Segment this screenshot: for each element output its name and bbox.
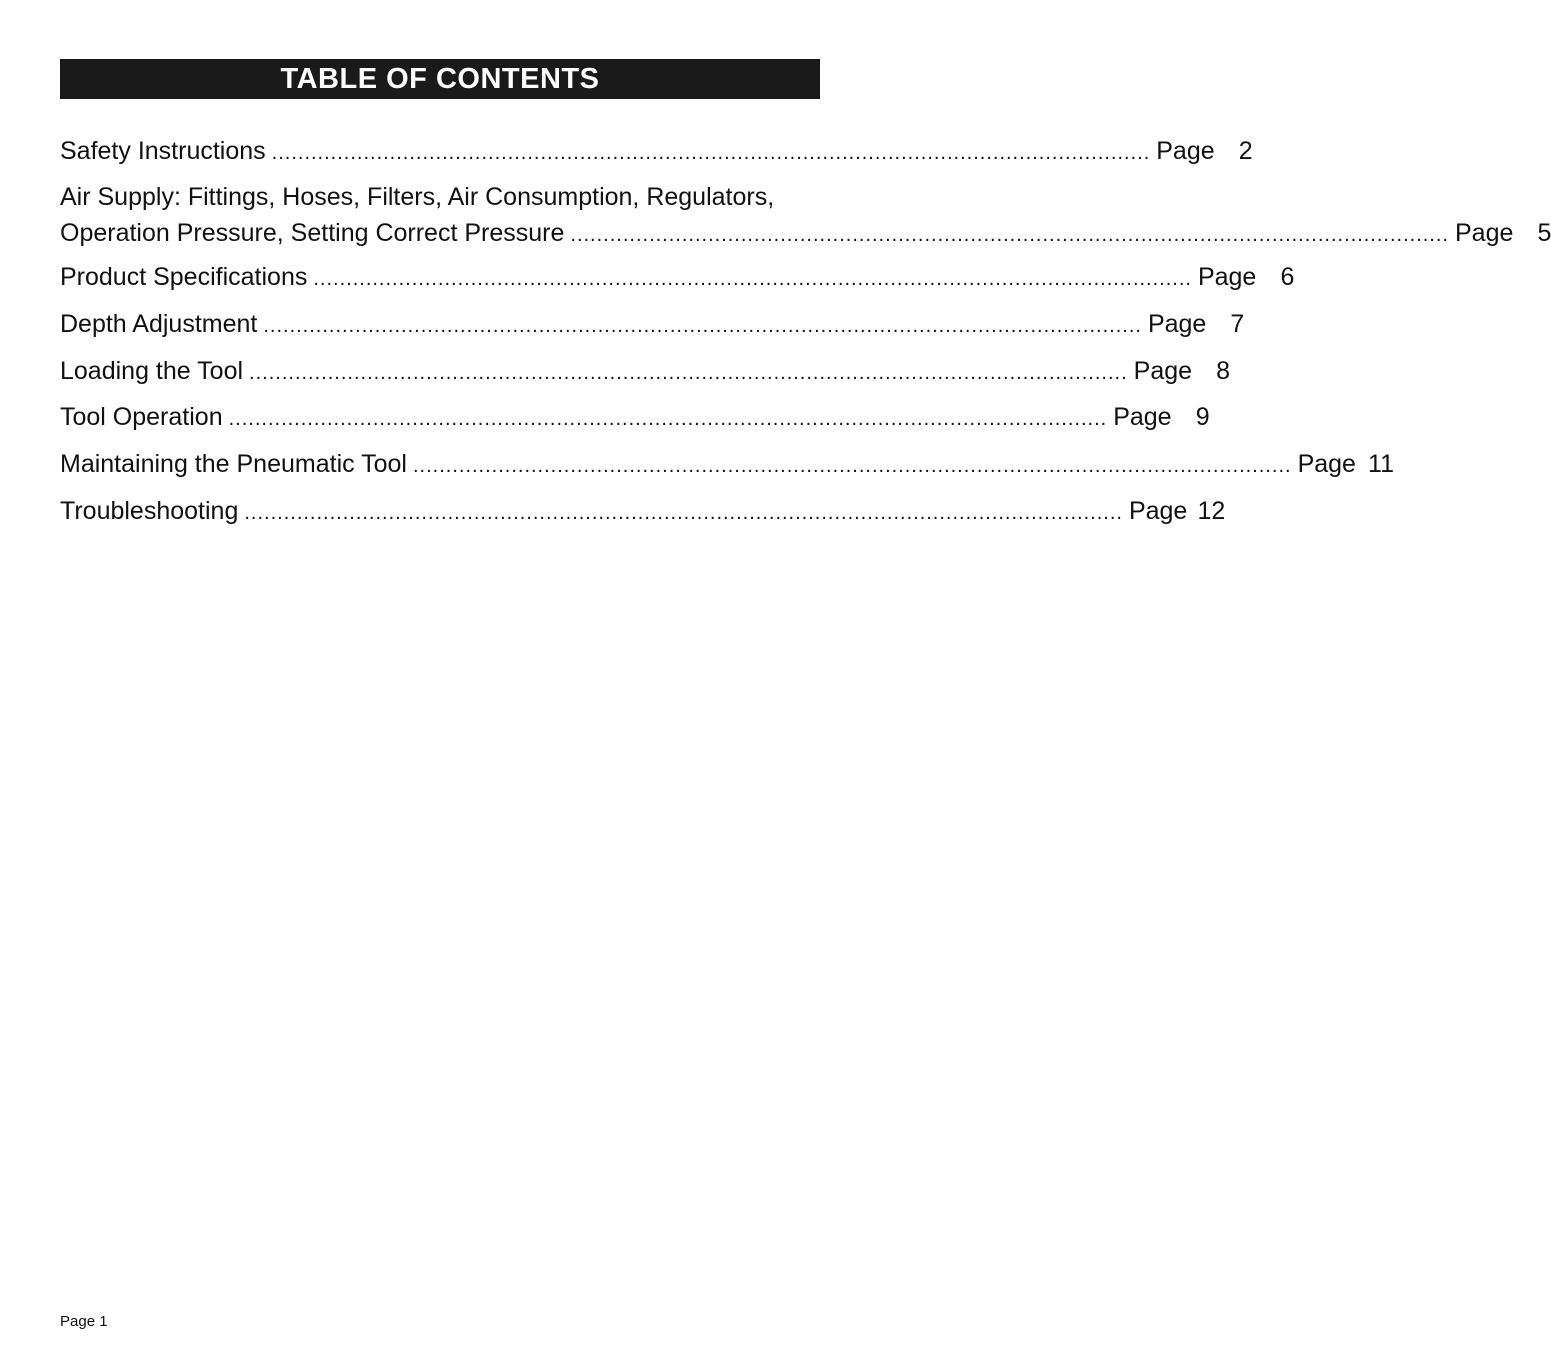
toc-page-word: Page [1133, 357, 1193, 385]
toc-page-word: Page [1128, 497, 1188, 525]
toc-entry-label: Troubleshooting [60, 497, 239, 525]
toc-leader-dots: ...................................................................................................................................... [228, 408, 1108, 430]
header-bar [60, 59, 820, 99]
toc-entry-air-supply[interactable] [60, 182, 1551, 250]
toc-leader-dots: ...................................................................................................................................... [249, 362, 1128, 384]
page-title: TABLE OF CONTENTS [280, 62, 600, 95]
footer-page-number: Page 1 [60, 1313, 108, 1330]
toc-page-number: 8 [1216, 357, 1231, 385]
toc-entry-depth-adjustment[interactable] [60, 309, 1245, 341]
toc-page-word: Page [1197, 263, 1257, 291]
toc-entry-label: Tool Operation [60, 403, 223, 431]
toc-entry-label: Product Specifications [60, 263, 308, 291]
toc-page-word: Page [1297, 450, 1356, 478]
toc-entry-label: Operation Pressure, Setting Correct Pressure [60, 219, 565, 247]
toc-page-word: Page [1454, 219, 1514, 247]
toc-leader-dots: ...................................................................................................................................... [570, 224, 1449, 246]
toc-page-number: 9 [1195, 403, 1210, 431]
toc-page-word: Page [1147, 310, 1207, 338]
toc-leader-dots: ...................................................................................................................................... [263, 315, 1142, 337]
toc-entry-label: Loading the Tool [60, 357, 244, 385]
toc-entry-label: Safety Instructions [60, 137, 266, 165]
toc-page-number: 11 [1368, 450, 1394, 478]
toc-leader-dots: ...................................................................................................................................... [271, 142, 1151, 164]
toc-page-number: 6 [1280, 263, 1295, 291]
toc-page-number: 7 [1230, 310, 1245, 338]
toc-page-word: Page [1113, 403, 1172, 431]
toc-entry-troubleshooting[interactable] [60, 496, 1226, 528]
toc-entry-product-specifications[interactable] [60, 262, 1295, 294]
toc-page-number: 5 [1537, 219, 1551, 247]
toc-entry-label: Maintaining the Pneumatic Tool [60, 450, 407, 478]
toc-leader-dots: ...................................................................................................................................... [313, 268, 1192, 290]
toc-page-number: 2 [1238, 137, 1253, 165]
toc-leader-dots: ...................................................................................................................................... [412, 455, 1292, 477]
toc-page-number: 12 [1197, 497, 1226, 525]
toc-entry-maintaining-the-pneumatic-tool[interactable] [60, 449, 1394, 481]
toc-entry-loading-the-tool[interactable] [60, 356, 1231, 388]
toc-leader-dots: ...................................................................................................................................... [244, 502, 1123, 524]
toc-entry-label: Depth Adjustment [60, 310, 258, 338]
toc-entry-lead-line: Air Supply: Fittings, Hoses, Filters, Air Consumption, Regulators, [60, 183, 775, 211]
toc-page-word: Page [1156, 137, 1215, 165]
toc-entry-tool-operation[interactable] [60, 402, 1210, 434]
toc-entry-safety-instructions[interactable] [60, 136, 1253, 168]
